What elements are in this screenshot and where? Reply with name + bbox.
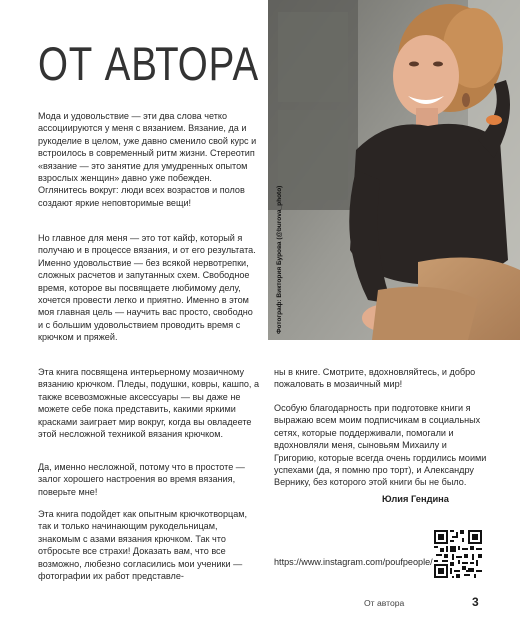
closing-paragraph-1: ны в книге. Смотрите, вдохновляйтесь, и добро пожаловать в мозаичный мир! [274,367,476,390]
author-signature: Юлия Гендина [382,494,449,504]
qr-code [434,530,482,578]
footer-section-title: От автора [364,598,405,608]
acknowledgements-paragraph: Особую благодарность при подготовке книги я выражаю всем моим подписчикам в социальных сетях, которые поддерживали, помогали и вдохновляли меня, сыновьям Михаилу и Григорию, которые всегда очень гордились моими успехами (да, я помню про торт), и Александру Вернику, без которого этой книги бы не было. [274,403,487,488]
intro-paragraph-5: Эта книга подойдет как опытным крючкотворцам, так и только начинающим рукодельницам, знакомым с азами вязания крючком. Так что отбросьте все страхи! Доказать вам, что все возможно, любезно согласились мои ученики — фотографии их работ представле- [38,509,248,582]
photo-credit [268,185,283,336]
photo-credit-text: Фотограф: Виктория Бурова (@burova_photo) [276,185,283,334]
intro-paragraph-3: Эта книга посвящена интерьерному мозаичному вязанию крючком. Пледы, подушки, ковры, кашпо, а также всевозможные аксессуары — вы даже не можете себе пока представить, какими яркими красками заиграет мир вокруг, когда вы овладеете этой несложной техникой вязания крючком. [38,367,260,440]
page-number: 3 [472,595,479,609]
author-photo [268,0,520,340]
intro-paragraph-4: Да, именно несложной, потому что в простоте — залог хорошего настроения во время вязания, поверьте мне! [38,462,245,497]
page-title: ОТ АВТОРА [38,37,260,90]
instagram-link[interactable]: https://www.instagram.com/poufpeople/ [274,557,433,567]
intro-paragraph-2: Но главное для меня — это тот кайф, который я получаю и в процессе вязания, и от его результата. Именно удовольствие — без всякой нервотрепки, сложных расчетов и запутанных схем. Свободное время, которое вы посвящаете любимому делу, хочется провести легко и приятно. Именно в этом моя главная цель — научить вас просто, свободно и с большим удовольствием проводить время с крючком и пряжей. [38,233,256,343]
intro-paragraph-1: Мода и удовольствие — эти два слова четко ассоциируются у меня с вязанием. Вязание, да и рукоделие в целом, уже давно сменило свой курс и встроилось в современный ритм жизни. Стереотип «вязание — это занятие для умудренных опытом взрослых женщин» давно уже побежден. Оглянитесь вокруг: люди всех возрастов и полов создают яркие неповторимые вещи! [38,111,257,208]
